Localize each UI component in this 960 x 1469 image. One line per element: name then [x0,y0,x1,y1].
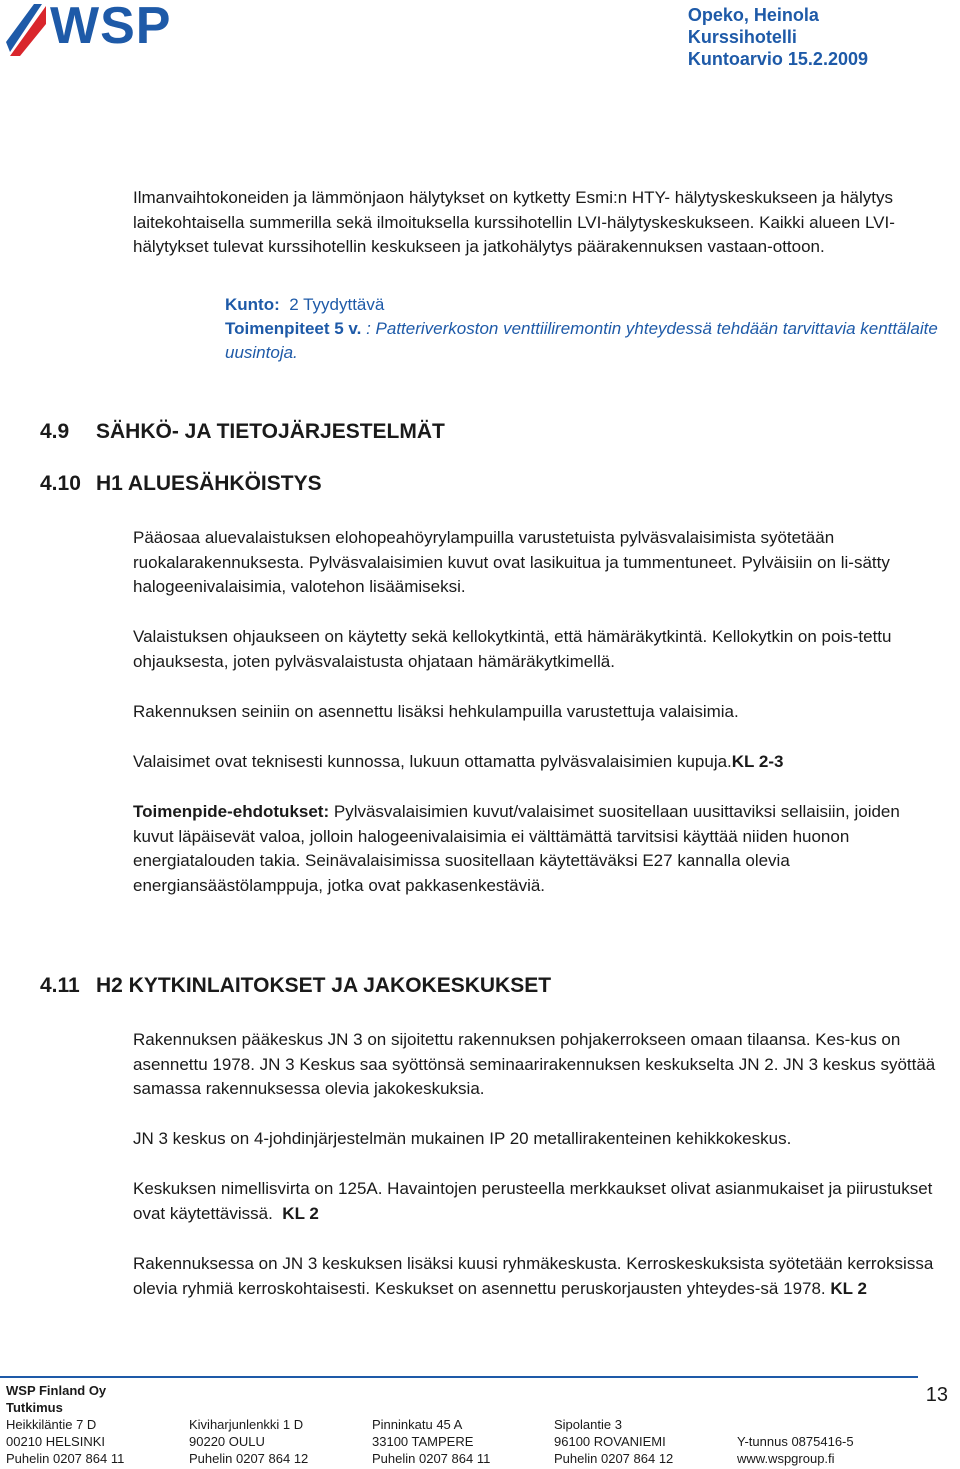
footer-office-street: Pinninkatu 45 A [372,1417,463,1432]
condition-label: Kunto: [225,295,280,314]
condition-value: 2 Tyydyttävä [289,295,385,314]
footer-office-phone: Puhelin 0207 864 11 [6,1451,125,1466]
header-project: Opeko, Heinola [687,5,819,25]
footer-business-id: Y-tunnus 0875416-5 [737,1434,854,1449]
paragraph-text: Keskuksen nimellisvirta on 125A. Havaintojen perusteella merkkaukset olivat asianmukaiset ja piirustukset ovat käytettävissä. [133,1179,933,1223]
section-number: 4.10 [40,472,81,495]
section-heading-4-11 [40,974,551,998]
header-building: Kurssihotelli [687,27,797,47]
paragraph-text: Rakennuksessa on JN 3 keskuksen lisäksi kuusi ryhmäkeskusta. Kerroskeskuksista syötetään kerroksissa olevia ryhmiä kerroskohtaisesti. Keskukset on asennettu peruskorjausten yhteydes-sä 1978. [133,1254,934,1298]
footer-office-phone: Puhelin 0207 864 11 [372,1451,491,1466]
wsp-logo [6,0,206,60]
condition-class: KL 2 [282,1203,319,1223]
logo-text: WSP [50,0,172,55]
recommendation-text: Pylväsvalaisimien kuvut/valaisimet suositellaan uusittaviksi sellaisiin, joiden kuvut läpäisevät valoa, jolloin halogeenivalaisimia ei välttämättä tarvitsisi käyttää niiden huonon energiatalouden takia. Seinävalaisimissa suositellaan käytettäväksi E27 kannalla olevia energiansäästölamppuja, jotka ovat pakkasenkestäviä. [133,802,900,895]
footer-divider [0,1376,918,1378]
page-number: 13 [925,1384,948,1406]
section-title: H1 ALUESÄHKÖISTYS [96,472,322,495]
condition-block [225,293,945,365]
paragraph: Rakennuksen pääkeskus JN 3 on sijoitettu rakennuksen pohjakerrokseen omaan tilaansa. Kes-kus on asennettu 1978. JN 3 Keskus saa syöttönsä seminaarirakennuksen keskukselta JN 2. JN 3 keskus syöttää samassa rakennuksessa olevia jakokeskuksia. [133,1030,936,1098]
paragraph [133,1252,945,1301]
footer-office-street: Heikkiläntie 7 D [6,1417,97,1432]
section-title: H2 KYTKINLAITOKSET JA JAKOKESKUKSET [96,974,552,997]
footer-office-city: 00210 HELSINKI [6,1434,106,1449]
header-report-date: Kuntoarvio 15.2.2009 [687,49,868,69]
footer-unit: Tutkimus [6,1400,63,1415]
footer-office-street: Sipolantie 3 [554,1417,622,1432]
paragraph: Valaistuksen ohjaukseen on käytetty sekä kellokytkintä, että hämäräkytkintä. Kellokytkin on pois-tettu ohjauksesta, joten pylväsvalaistusta ohjataan hämäräkytkimellä. [133,627,892,671]
actions-text: : Patteriverkoston venttiiliremontin yhteydessä tehdään tarvittavia kenttälaite uusintoja. [225,319,938,362]
footer-office-city: 90220 OULU [189,1434,265,1449]
actions-label: Toimenpiteet 5 v. [225,319,362,338]
footer-website-link[interactable]: www.wspgroup.fi [737,1451,835,1466]
section-number: 4.9 [40,420,70,443]
paragraph: Rakennuksen seiniin on asennettu lisäksi hehkulampuilla varustettuja valaisimia. [133,702,739,721]
footer-office-city: 33100 TAMPERE [372,1434,474,1449]
footer-office-street: Kiviharjunlenkki 1 D [189,1417,304,1432]
paragraph-text: Valaisimet ovat teknisesti kunnossa, lukuun ottamatta pylväsvalaisimien kupuja. [133,752,732,771]
footer-office-phone: Puhelin 0207 864 12 [189,1451,309,1466]
section-heading-4-10 [40,472,322,496]
section-title: SÄHKÖ- JA TIETOJÄRJESTELMÄT [96,420,445,443]
paragraph: JN 3 keskus on 4-johdinjärjestelmän mukainen IP 20 metallirakenteinen kehikkokeskus. [133,1129,792,1148]
logo-mark-icon [6,2,52,58]
condition-class: KL 2 [830,1278,867,1298]
footer-office-city: 96100 ROVANIEMI [554,1434,666,1449]
paragraph: Pääosaa aluevalaistuksen elohopeahöyrylampuilla varustetuista pylväsvalaisimista syötetään ruokalarakennuksesta. Pylväsvalaisimien kuvut ovat lasikuitua ja tummentuneet. Pylväisiin on li-sätty halogeenivalaisimia, valotehon lisäämiseksi. [133,528,890,596]
recommendation-paragraph [133,800,945,898]
paragraph [133,750,945,775]
section-heading-4-9 [40,420,445,444]
document-header [688,4,868,70]
condition-class: KL 2-3 [731,752,784,771]
footer-company: WSP Finland Oy [6,1383,107,1398]
paragraph [133,1177,945,1226]
recommendation-label: Toimenpide-ehdotukset: [133,802,330,821]
section-number: 4.11 [40,974,80,997]
footer-office-phone: Puhelin 0207 864 12 [554,1451,674,1466]
intro-paragraph: Ilmanvaihtokoneiden ja lämmönjaon hälytykset on kytketty Esmi:n HTY- hälytyskeskukseen ja hälytys laitekohtaisella summerilla sekä ilmoituksella kurssihotellin LVI-hälytyskeskukseen. Kaikki alueen LVI-hälytykset tulevat kurssihotellin keskukseen ja jatkohälytys päärakennuksen vastaan-ottoon. [133,188,895,256]
